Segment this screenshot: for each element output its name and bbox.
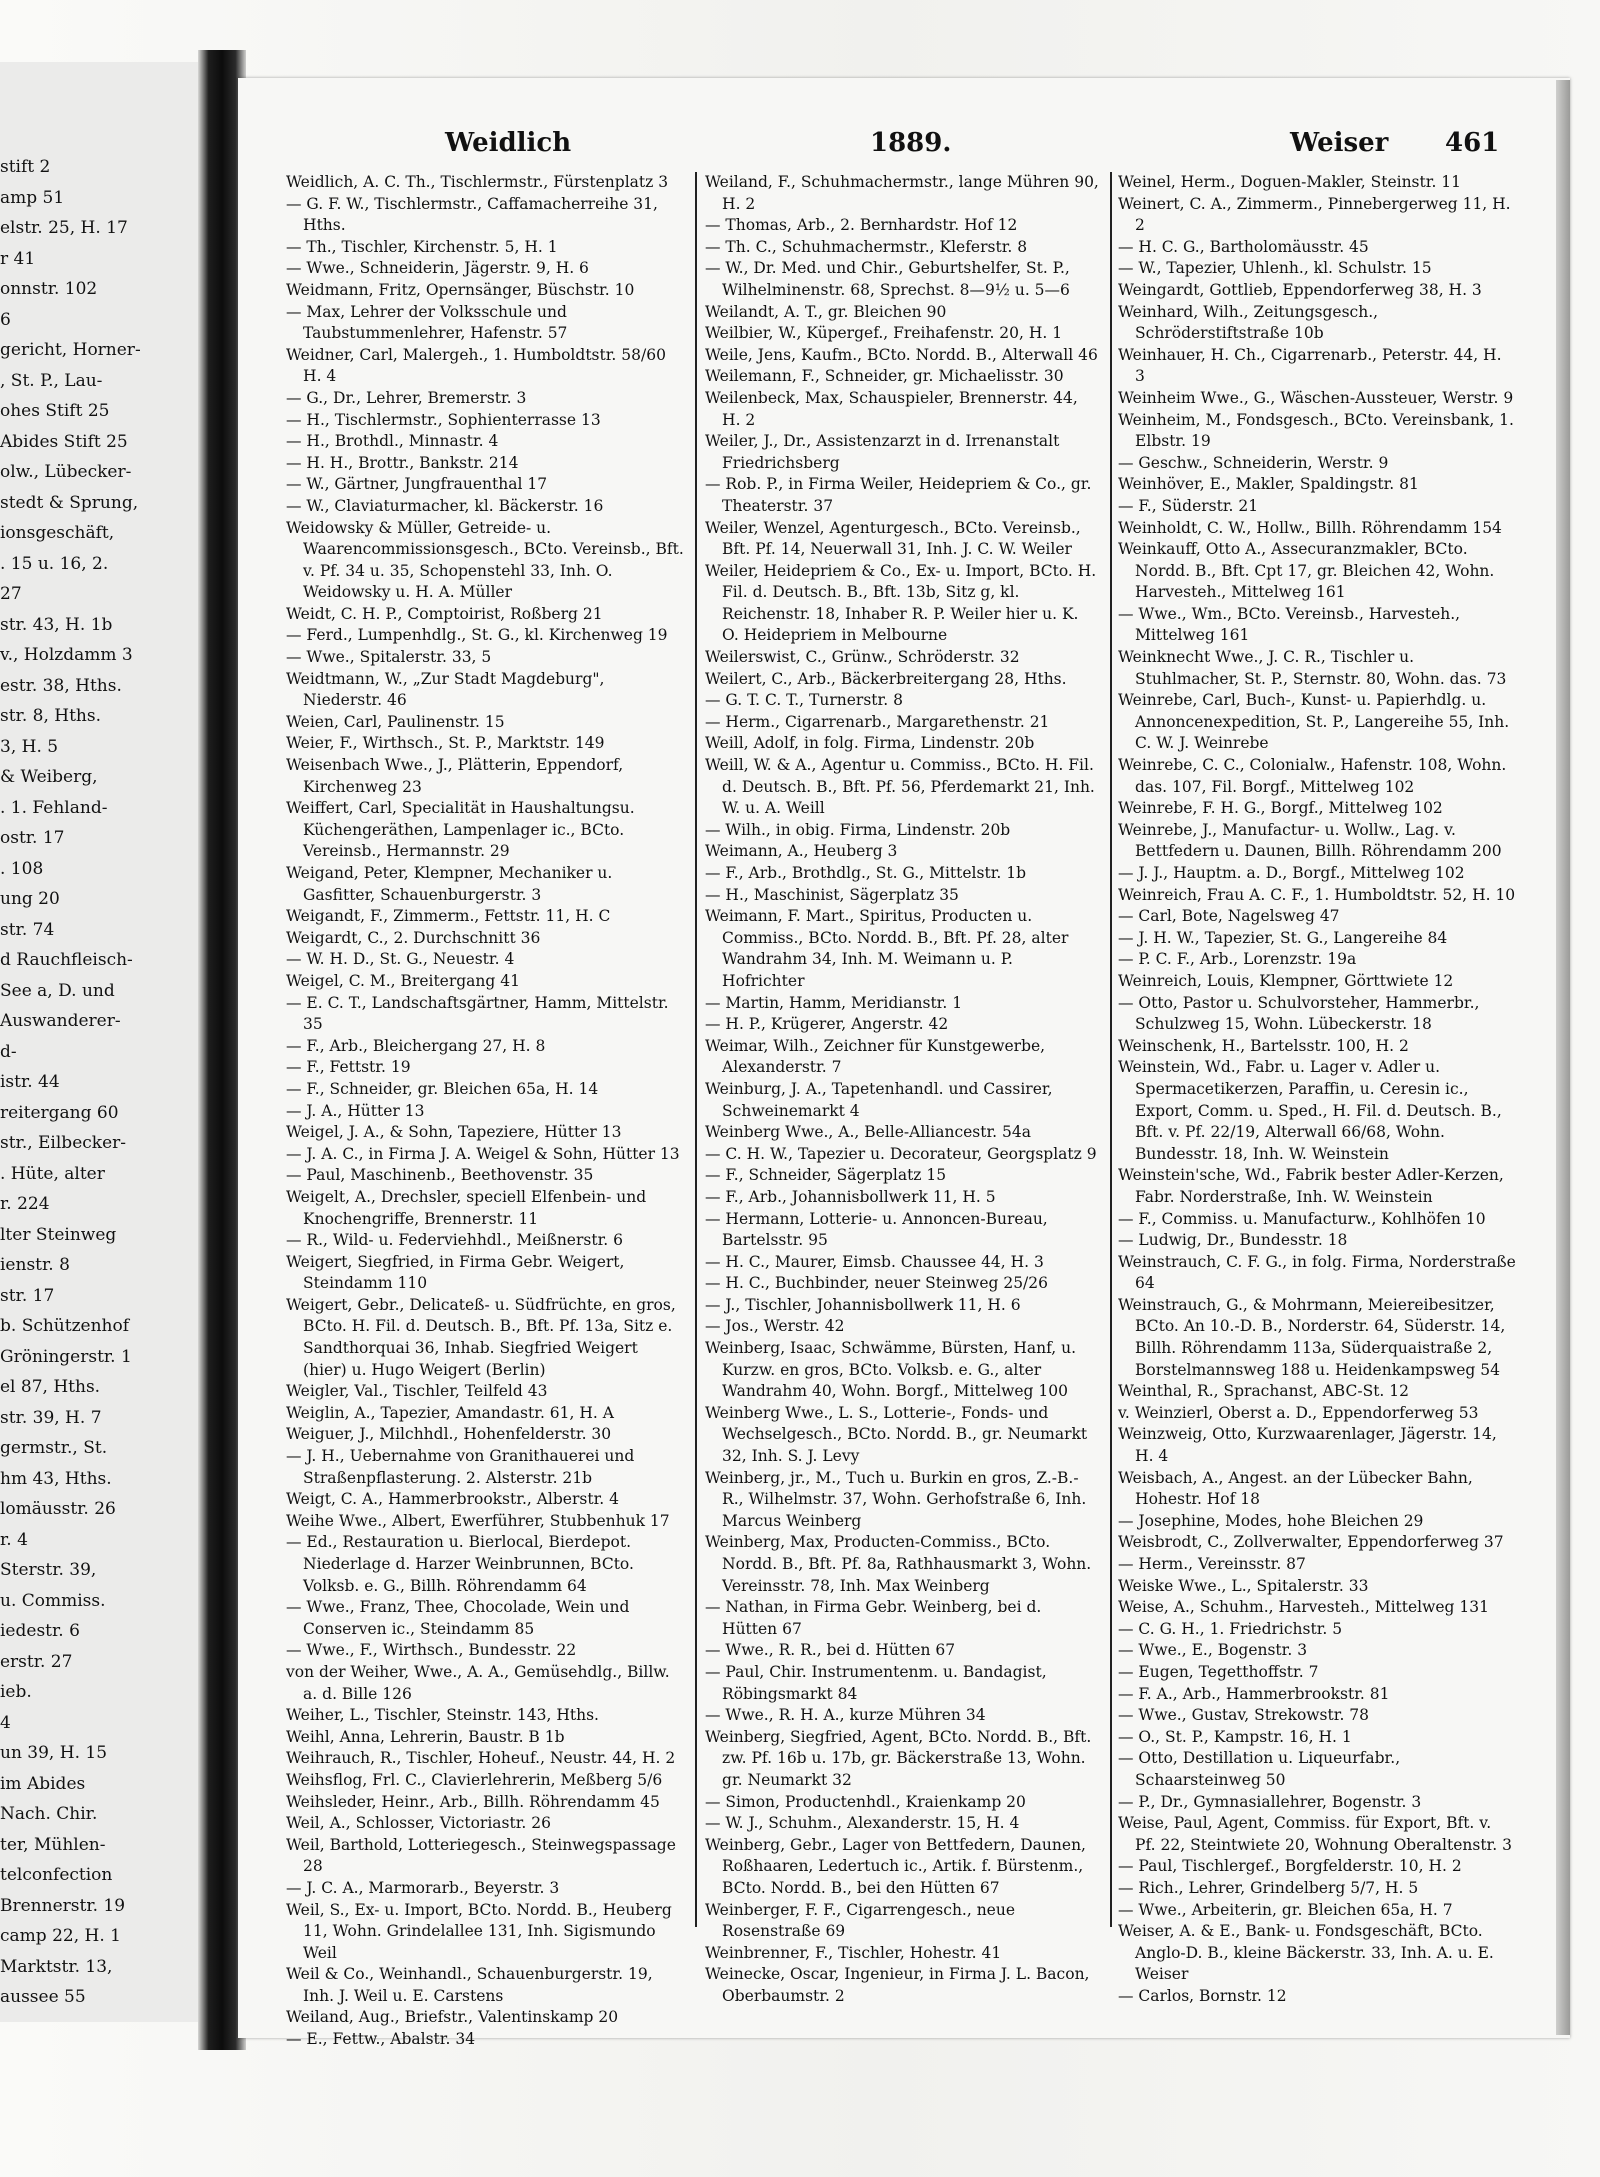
directory-entry: — W., Tapezier, Uhlenh., kl. Schulstr. 15 bbox=[1118, 259, 1432, 278]
header-left-word: Weidlich bbox=[445, 128, 572, 158]
directory-entry: — Thomas, Arb., 2. Bernhardstr. Hof 12 bbox=[705, 216, 1018, 235]
directory-entry: — Rich., Lehrer, Grindelberg 5/7, H. 5 bbox=[1118, 1878, 1419, 1897]
directory-entry: — J. J., Hauptm. a. D., Borgf., Mittelweg 102 bbox=[1118, 864, 1465, 882]
directory-entry: Weigler, Val., Tischler, Teilfeld 43 bbox=[286, 1382, 548, 1401]
directory-entry: Weinburg, J. A., Tapetenhandl. und Cassirer, Schweinemarkt 4 bbox=[705, 1079, 1053, 1120]
left-page-line: r. 4 bbox=[0, 1529, 28, 1550]
directory-entry: Weidlich, A. C. Th., Tischlermstr., Fürstenplatz 3 bbox=[286, 173, 669, 191]
directory-entry: Weilandt, A. T., gr. Bleichen 90 bbox=[705, 302, 947, 321]
left-page-line: . 108 bbox=[0, 858, 44, 879]
directory-entry: Weiler, Heidepriem & Co., Ex- u. Import, BCto. H. Fil. d. Deutsch. B., Bft. 13b, Sitz g, kl. Reichenstr. 18, Inhaber R. P. Weiler hier u. K. O. Heidepriem in Melbourne bbox=[705, 561, 1097, 645]
left-page-line: ieb. bbox=[0, 1682, 32, 1702]
directory-entry: Weisbach, A., Angest. an der Lübecker Bahn, Hohestr. Hof 18 bbox=[1118, 1468, 1473, 1509]
directory-entry: Weinrebe, C. C., Colonialw., Hafenstr. 108, Wohn. das. 107, Fil. Borgf., Mittelweg 102 bbox=[1118, 756, 1507, 796]
directory-entry: Weiler, Wenzel, Agenturgesch., BCto. Vereinsb., Bft. Pf. 14, Neuerwall 31, Inh. J. C. W. Weiler bbox=[705, 518, 1081, 559]
directory-entry: — Max, Lehrer der Volksschule und Taubstummenlehrer, Hafenstr. 57 bbox=[286, 302, 568, 343]
directory-entry: Weisbrodt, C., Zollverwalter, Eppendorferweg 37 bbox=[1118, 1533, 1504, 1552]
directory-entry: Weidt, C. H. P., Comptoirist, Roßberg 21 bbox=[286, 604, 603, 623]
directory-entry: — R., Wild- u. Federviehhdl., Meißnerstr. 6 bbox=[286, 1231, 623, 1250]
directory-entry: — Paul, Chir. Instrumentenm. u. Bandagist, Röbingsmarkt 84 bbox=[705, 1662, 1047, 1703]
directory-entry: Weilert, C., Arb., Bäckerbreitergang 28, Hths. bbox=[705, 669, 1067, 688]
directory-entry: — P., Dr., Gymnasiallehrer, Bogenstr. 3 bbox=[1118, 1792, 1422, 1811]
directory-entry: — J. H. W., Tapezier, St. G., Langereihe 84 bbox=[1118, 928, 1448, 947]
left-page-line: elstr. 25, H. 17 bbox=[0, 218, 128, 238]
left-page-lines bbox=[0, 152, 200, 2013]
directory-entry: — H. C., Maurer, Eimsb. Chaussee 44, H. 3 bbox=[705, 1252, 1044, 1271]
directory-entry: Weimar, Wilh., Zeichner für Kunstgewerbe, Alexanderstr. 7 bbox=[705, 1036, 1046, 1077]
directory-entry: Weiler, J., Dr., Assistenzarzt in d. Irrenanstalt Friedrichsberg bbox=[705, 432, 1060, 472]
directory-entry: Weidowsky & Müller, Getreide- u. Waarencommissionsgesch., BCto. Vereinsb., Bft. v. Pf. 34 u. 35, Schopenstehl 33, Inh. O. Weidowsky u. H. A. Müller bbox=[286, 518, 684, 602]
directory-column-2 bbox=[705, 172, 1100, 2005]
directory-entry: — F., Schneider, Sägerplatz 15 bbox=[705, 1166, 947, 1185]
left-page-line: 4 bbox=[0, 1712, 11, 1733]
directory-entry: — G. T. C. T., Turnerstr. 8 bbox=[705, 691, 903, 710]
directory-entry: Weisenbach Wwe., J., Plätterin, Eppendorf, Kirchenweg 23 bbox=[286, 756, 624, 796]
directory-entry: Weil, S., Ex- u. Import, BCto. Nordd. B., Heuberg 11, Wohn. Grindelallee 131, Inh. Sigismundo Weil bbox=[286, 1900, 672, 1962]
directory-entry: — J. A. C., in Firma J. A. Weigel & Sohn, Hütter 13 bbox=[286, 1144, 680, 1163]
directory-entry: — Wwe., F., Wirthsch., Bundesstr. 22 bbox=[286, 1641, 577, 1660]
directory-entry: — Paul, Maschinenb., Beethovenstr. 35 bbox=[286, 1166, 594, 1185]
left-page-line: estr. 38, Hths. bbox=[0, 675, 122, 696]
left-page-line: u. Commiss. bbox=[0, 1590, 106, 1611]
directory-entry: — W., Dr. Med. und Chir., Geburtshelfer, St. P., Wilhelminenstr. 68, Sprechst. 8—9½ u. 5—6 bbox=[705, 259, 1070, 299]
directory-entry: Weidner, Carl, Malergeh., 1. Humboldtstr. 58/60 H. 4 bbox=[286, 345, 666, 386]
directory-entry: — F., Arb., Bleichergang 27, H. 8 bbox=[286, 1036, 546, 1055]
left-page-line: str. 43, H. 1b bbox=[0, 614, 113, 635]
header-year: 1889. bbox=[870, 128, 952, 158]
directory-entry: Weinhard, Wilh., Zeitungsgesch., Schröderstiftstraße 10b bbox=[1118, 302, 1379, 343]
directory-column-1 bbox=[286, 172, 686, 2049]
directory-entry: Weigardt, C., 2. Durchschnitt 36 bbox=[286, 928, 541, 947]
directory-entry: — Rob. P., in Firma Weiler, Heidepriem & Co., gr. Theaterstr. 37 bbox=[705, 475, 1092, 515]
directory-entry: Weinrebe, Carl, Buch-, Kunst- u. Papierhdlg. u. Annoncenexpedition, St. P., Langereihe 55, Inh. C. W. J. Weinrebe bbox=[1118, 691, 1510, 753]
left-page-line: v., Holzdamm 3 bbox=[0, 645, 133, 665]
directory-entry: — Ferd., Lumpenhdlg., St. G., kl. Kirchenweg 19 bbox=[286, 626, 668, 645]
left-page-line: str. 8, Hths. bbox=[0, 706, 101, 726]
directory-entry: Weinschenk, H., Bartelsstr. 100, H. 2 bbox=[1118, 1036, 1409, 1055]
left-page-line: 3, H. 5 bbox=[0, 736, 59, 757]
left-page-line: ter, Mühlen- bbox=[0, 1834, 106, 1855]
directory-entry: — F., Commiss. u. Manufacturw., Kohlhöfen 10 bbox=[1118, 1209, 1486, 1228]
directory-entry: Weigel, J. A., & Sohn, Tapeziere, Hütter 13 bbox=[286, 1123, 622, 1142]
left-page-line: 6 bbox=[0, 309, 11, 330]
left-page-line: iedestr. 6 bbox=[0, 1621, 80, 1641]
directory-entry: Weinel, Herm., Doguen-Makler, Steinstr. 11 bbox=[1118, 173, 1462, 191]
directory-entry: Weinbrenner, F., Tischler, Hohestr. 41 bbox=[705, 1943, 1002, 1962]
directory-entry: Weinert, C. A., Zimmerm., Pinnebergerweg 11, H. 2 bbox=[1118, 194, 1511, 235]
left-page-line: im Abides bbox=[0, 1773, 86, 1794]
directory-entry: — J., Tischler, Johannisbollwerk 11, H. 6 bbox=[705, 1295, 1021, 1314]
directory-entry: Weil, A., Schlosser, Victoriastr. 26 bbox=[286, 1814, 551, 1833]
directory-entry: Weinberg, Siegfried, Agent, BCto. Nordd. B., Bft. zw. Pf. 16b u. 17b, gr. Bäckerstraße 13, Wohn. gr. Neumarkt 32 bbox=[705, 1727, 1092, 1789]
left-page-line: erstr. 27 bbox=[0, 1651, 73, 1672]
directory-entry: Weilenbeck, Max, Schauspieler, Brennerstr. 44, H. 2 bbox=[705, 388, 1078, 429]
directory-entry: Weiglin, A., Tapezier, Amandastr. 61, H. A bbox=[286, 1403, 614, 1422]
left-page-line: stift 2 bbox=[0, 157, 51, 177]
directory-entry: Weinreich, Louis, Klempner, Görttwiete 12 bbox=[1118, 971, 1454, 990]
directory-entry: Weilerswist, C., Grünw., Schröderstr. 32 bbox=[705, 648, 1020, 667]
directory-entry: Weinberg Wwe., L. S., Lotterie-, Fonds- und Wechselgesch., BCto. Nordd. B., gr. Neumarkt 32, Inh. S. J. Levy bbox=[705, 1403, 1088, 1466]
left-page-line: amp 51 bbox=[0, 187, 65, 208]
directory-entry: — Eugen, Tegetthoffstr. 7 bbox=[1118, 1662, 1319, 1681]
left-page-line: lomäusstr. 26 bbox=[0, 1499, 116, 1519]
left-page-line: ung 20 bbox=[0, 889, 60, 909]
left-page-line: germstr., St. bbox=[0, 1438, 108, 1458]
left-page-line: camp 22, H. 1 bbox=[0, 1926, 121, 1946]
directory-entry: — Wwe., Franz, Thee, Chocolade, Wein und Conserven ic., Steindamm 85 bbox=[286, 1598, 630, 1638]
directory-entry: Weigert, Siegfried, in Firma Gebr. Weigert, Steindamm 110 bbox=[286, 1252, 625, 1293]
left-page-line: onnstr. 102 bbox=[0, 279, 98, 299]
directory-entry: — F. A., Arb., Hammerbrookstr. 81 bbox=[1118, 1684, 1390, 1703]
directory-entry: Weil & Co., Weinhandl., Schauenburgerstr. 19, Inh. J. Weil u. E. Carstens bbox=[286, 1965, 653, 2005]
directory-entry: — Josephine, Modes, hohe Bleichen 29 bbox=[1118, 1511, 1424, 1530]
left-page-line: el 87, Hths. bbox=[0, 1377, 101, 1397]
left-page-line: Abides Stift 25 bbox=[0, 431, 128, 452]
directory-entry: — E., Fettw., Abalstr. 34 bbox=[286, 2030, 476, 2049]
left-page-line: reitergang 60 bbox=[0, 1102, 119, 1123]
directory-entry: Weigert, Gebr., Delicateß- u. Südfrüchte, en gros, BCto. H. Fil. d. Deutsch. B., Bft. Pf. 13a, Sitz e. Sandthorquai 36, Inhab. Siegfried Weigert (hier) u. Hugo Weigert (Berlin) bbox=[286, 1295, 676, 1379]
directory-entry: Weil, Barthold, Lotteriegesch., Steinwegspassage 28 bbox=[286, 1835, 676, 1876]
directory-entry: Weilemann, F., Schneider, gr. Michaelisstr. 30 bbox=[705, 367, 1064, 386]
directory-entry: — Jos., Werstr. 42 bbox=[705, 1317, 845, 1336]
left-page-line: olw., Lübecker- bbox=[0, 462, 132, 482]
directory-entry: Weinrebe, F. H. G., Borgf., Mittelweg 102 bbox=[1118, 799, 1443, 818]
directory-entry: Weinreich, Frau A. C. F., 1. Humboldtstr. 52, H. 10 bbox=[1118, 885, 1516, 904]
left-page-line: b. Schützenhof bbox=[0, 1316, 130, 1336]
directory-entry: Weigelt, A., Drechsler, speciell Elfenbein- und Knochengriffe, Brennerstr. 11 bbox=[286, 1187, 647, 1228]
directory-entry: — Ed., Restauration u. Bierlocal, Bierdepot. Niederlage d. Harzer Weinbrunnen, BCto. Volksb. e. G., Billh. Röhrendamm 64 bbox=[286, 1533, 634, 1595]
directory-entry: Weinheim Wwe., G., Wäschen-Aussteuer, Werstr. 9 bbox=[1118, 388, 1514, 407]
directory-entry: — F., Arb., Johannisbollwerk 11, H. 5 bbox=[705, 1187, 996, 1206]
directory-entry: — J. A., Hütter 13 bbox=[286, 1101, 425, 1120]
directory-entry: Weill, Adolf, in folg. Firma, Lindenstr. 20b bbox=[705, 734, 1035, 753]
directory-entry: — C. H. W., Tapezier u. Decorateur, Georgsplatz 9 bbox=[705, 1144, 1097, 1163]
directory-entry: Weidmann, Fritz, Opernsänger, Büschstr. 10 bbox=[286, 280, 635, 299]
directory-entry: Weise, Paul, Agent, Commiss. für Export, Bft. v. Pf. 22, Steintwiete 20, Wohnung Oberaltenstr. 3 bbox=[1118, 1814, 1512, 1854]
directory-entry: — Geschw., Schneiderin, Werstr. 9 bbox=[1118, 453, 1389, 472]
directory-entry: Weimann, F. Mart., Spiritus, Producten u. Commiss., BCto. Nordd. B., Bft. Pf. 28, alter Wandrahm 34, Inh. M. Weimann u. P. Hofrichter bbox=[705, 907, 1069, 990]
left-page-line: , St. P., Lau- bbox=[0, 370, 103, 391]
directory-entry: — Wwe., Arbeiterin, gr. Bleichen 65a, H. 7 bbox=[1118, 1900, 1453, 1919]
left-page-line: istr. 44 bbox=[0, 1072, 60, 1092]
directory-entry: Weingardt, Gottlieb, Eppendorferweg 38, H. 3 bbox=[1118, 280, 1482, 299]
directory-entry: Weihe Wwe., Albert, Ewerführer, Stubbenhuk 17 bbox=[286, 1511, 670, 1530]
left-page-line: Sterstr. 39, bbox=[0, 1560, 97, 1580]
directory-entry: von der Weiher, Wwe., A. A., Gemüsehdlg., Billw. a. d. Bille 126 bbox=[286, 1662, 670, 1703]
directory-entry: Weinberger, F. F., Cigarrengesch., neue Rosenstraße 69 bbox=[705, 1900, 1016, 1941]
directory-entry: Weinstein'sche, Wd., Fabrik bester Adler-Kerzen, Fabr. Norderstraße, Inh. W. Weinstein bbox=[1118, 1166, 1504, 1206]
directory-entry: — Carlos, Bornstr. 12 bbox=[1118, 1986, 1287, 2005]
directory-entry: Weigand, Peter, Klempner, Mechaniker u. Gasfitter, Schauenburgerstr. 3 bbox=[286, 864, 613, 904]
directory-entry: Weinrebe, J., Manufactur- u. Wollw., Lag. v. Bettfedern u. Daunen, Billh. Röhrendamm 200 bbox=[1118, 820, 1502, 861]
directory-entry: — Otto, Destillation u. Liqueurfabr., Schaarsteinweg 50 bbox=[1118, 1749, 1401, 1789]
directory-entry: Weiland, F., Schuhmachermstr., lange Mühren 90, H. 2 bbox=[705, 173, 1099, 213]
left-page-line: & Weiberg, bbox=[0, 767, 98, 787]
directory-entry: Weinzweig, Otto, Kurzwaarenlager, Jägerstr. 14, H. 4 bbox=[1118, 1425, 1497, 1466]
directory-entry: Weiher, L., Tischler, Steinstr. 143, Hths. bbox=[286, 1706, 599, 1725]
left-page-line: See a, D. und bbox=[0, 980, 115, 1001]
left-page-line: gericht, Horner- bbox=[0, 340, 141, 360]
left-page-line: r 41 bbox=[0, 248, 36, 269]
directory-entry: Weilbier, W., Küpergef., Freihafenstr. 20, H. 1 bbox=[705, 324, 1063, 343]
left-page-line: . 15 u. 16, 2. bbox=[0, 553, 109, 574]
directory-entry: — Nathan, in Firma Gebr. Weinberg, bei d. Hütten 67 bbox=[705, 1598, 1042, 1638]
directory-entry: Weiske Wwe., L., Spitalerstr. 33 bbox=[1118, 1576, 1369, 1595]
column-divider bbox=[695, 172, 697, 1927]
directory-entry: — H., Tischlermstr., Sophienterrasse 13 bbox=[286, 410, 601, 429]
directory-entry: Weien, Carl, Paulinenstr. 15 bbox=[286, 712, 505, 731]
left-page-line: str., Eilbecker- bbox=[0, 1133, 127, 1153]
directory-entry: — J. H., Uebernahme von Granithauerei und Straßenpflasterung. 2. Alsterstr. 21b bbox=[286, 1447, 635, 1487]
left-page-line: d Rauchfleisch- bbox=[0, 950, 133, 970]
directory-entry: — W., Claviaturmacher, kl. Bäckerstr. 16 bbox=[286, 496, 604, 515]
directory-entry: — Wwe., E., Bogenstr. 3 bbox=[1118, 1641, 1308, 1660]
directory-entry: — O., St. P., Kampstr. 16, H. 1 bbox=[1118, 1727, 1352, 1746]
directory-entry: Weinhöver, E., Makler, Spaldingstr. 81 bbox=[1118, 475, 1419, 494]
directory-entry: — G. F. W., Tischlermstr., Caffamacherreihe 31, Hths. bbox=[286, 194, 658, 235]
directory-entry: Weiffert, Carl, Specialität in Haushaltungsu. Küchengeräthen, Lampenlager ic., BCto. Vereinsb., Hermannstr. 29 bbox=[286, 799, 635, 861]
directory-entry: Weidtmann, W., „Zur Stadt Magdeburg", Niederstr. 46 bbox=[286, 669, 605, 710]
directory-entry: — W., Gärtner, Jungfrauenthal 17 bbox=[286, 475, 548, 494]
column-divider bbox=[1110, 172, 1112, 1927]
directory-entry: Weinholdt, C. W., Hollw., Billh. Röhrendamm 154 bbox=[1118, 518, 1502, 537]
directory-entry: Weiland, Aug., Briefstr., Valentinskamp 20 bbox=[286, 2008, 619, 2027]
left-page-line: ostr. 17 bbox=[0, 828, 65, 848]
left-page-line: lter Steinweg bbox=[0, 1224, 117, 1245]
directory-entry: — Wwe., Wm., BCto. Vereinsb., Harvesteh., Mittelweg 161 bbox=[1118, 604, 1461, 645]
directory-entry: v. Weinzierl, Oberst a. D., Eppendorferweg 53 bbox=[1118, 1403, 1479, 1422]
directory-entry: — Wwe., Schneiderin, Jägerstr. 9, H. 6 bbox=[286, 259, 589, 278]
header-right-word: Weiser bbox=[1290, 128, 1389, 158]
directory-entry: Weinhauer, H. Ch., Cigarrenarb., Peterstr. 44, H. 3 bbox=[1118, 345, 1502, 386]
directory-entry: Weinstein, Wd., Fabr. u. Lager v. Adler u. Spermacetikerzen, Paraffin, u. Ceresin ic., Export, Comm. u. Sped., H. Fil. d. Deutsch. B., Bft. v. Pf. 22/19, Alterwall 66/68, Wohn. Bundesstr. 18, Inh. W. Weinstein bbox=[1118, 1058, 1502, 1163]
directory-entry: — Wwe., Gustav, Strekowstr. 78 bbox=[1118, 1706, 1370, 1725]
left-page-line: Auswanderer- bbox=[0, 1011, 121, 1031]
page-header bbox=[280, 128, 1520, 170]
directory-entry: — Wilh., in obig. Firma, Lindenstr. 20b bbox=[705, 820, 1011, 839]
left-page-line: . Hüte, alter bbox=[0, 1163, 105, 1184]
directory-entry: — Otto, Pastor u. Schulvorsteher, Hammerbr., Schulzweg 15, Wohn. Lübeckerstr. 18 bbox=[1118, 993, 1480, 1034]
page-edge bbox=[1556, 80, 1570, 2035]
directory-entry: — F., Arb., Brothdlg., St. G., Mittelstr. 1b bbox=[705, 864, 1027, 882]
directory-entry: — Wwe., R. H. A., kurze Mühren 34 bbox=[705, 1706, 986, 1725]
directory-entry: Weigel, C. M., Breitergang 41 bbox=[286, 971, 520, 990]
directory-entry: — C. G. H., 1. Friedrichstr. 5 bbox=[1118, 1619, 1343, 1638]
directory-entry: — W. J., Schuhm., Alexanderstr. 15, H. 4 bbox=[705, 1814, 1020, 1833]
left-page-line: telconfection bbox=[0, 1865, 113, 1885]
left-page-line: r. 224 bbox=[0, 1194, 50, 1214]
directory-entry: — F., Fettstr. 19 bbox=[286, 1058, 411, 1077]
directory-entry: — Simon, Productenhdl., Kraienkamp 20 bbox=[705, 1792, 1026, 1811]
directory-entry: Weise, A., Schuhm., Harvesteh., Mittelweg 131 bbox=[1118, 1598, 1489, 1617]
directory-entry: — Herm., Cigarrenarb., Margarethenstr. 21 bbox=[705, 712, 1050, 731]
directory-entry: — Th., Tischler, Kirchenstr. 5, H. 1 bbox=[286, 237, 558, 256]
directory-entry: Weigt, C. A., Hammerbrookstr., Alberstr. 4 bbox=[286, 1490, 619, 1509]
directory-entry: — H. C., Buchbinder, neuer Steinweg 25/26 bbox=[705, 1274, 1049, 1293]
directory-entry: — H., Maschinist, Sägerplatz 35 bbox=[705, 885, 959, 904]
left-page-line: stedt & Sprung, bbox=[0, 492, 139, 513]
directory-entry: — Wwe., R. R., bei d. Hütten 67 bbox=[705, 1641, 956, 1660]
directory-entry: Weinkauff, Otto A., Assecuranzmakler, BCto. Nordd. B., Bft. Cpt 17, gr. Bleichen 42, Wohn. Harvesteh., Mittelweg 161 bbox=[1118, 540, 1495, 602]
directory-entry: — E. C. T., Landschaftsgärtner, Hamm, Mittelstr. 35 bbox=[286, 993, 669, 1034]
directory-column-3 bbox=[1118, 172, 1516, 2005]
left-page-line: str. 74 bbox=[0, 919, 55, 940]
left-page-line: Gröningerstr. 1 bbox=[0, 1346, 132, 1367]
directory-entry: Weinthal, R., Sprachanst, ABC-St. 12 bbox=[1118, 1382, 1410, 1401]
left-page-line: 27 bbox=[0, 584, 22, 604]
left-page-line: d- bbox=[0, 1041, 17, 1062]
directory-entry: — Paul, Tischlergef., Borgfelderstr. 10, H. 2 bbox=[1118, 1857, 1462, 1876]
directory-entry: — Hermann, Lotterie- u. Annoncen-Bureau, Bartelsstr. 95 bbox=[705, 1209, 1048, 1250]
directory-entry: Weinberg, Gebr., Lager von Bettfedern, Daunen, Roßhaaren, Ledertuch ic., Artik. f. Bürstenm., BCto. Nordd. B., bei den Hütten 67 bbox=[705, 1835, 1086, 1897]
left-page-line: ionsgeschäft, bbox=[0, 523, 115, 543]
directory-entry: — G., Dr., Lehrer, Bremerstr. 3 bbox=[286, 388, 527, 407]
directory-entry: — H., Brothdl., Minnastr. 4 bbox=[286, 432, 499, 451]
directory-entry: — H. H., Brottr., Bankstr. 214 bbox=[286, 453, 519, 472]
directory-entry: Weihsflog, Frl. C., Clavierlehrerin, Meßberg 5/6 bbox=[286, 1770, 663, 1789]
left-page-line: un 39, H. 15 bbox=[0, 1743, 108, 1763]
directory-entry: — H. C. G., Bartholomäusstr. 45 bbox=[1118, 237, 1369, 256]
directory-entry: Weimann, A., Heuberg 3 bbox=[705, 842, 898, 861]
directory-entry: Weiser, A. & E., Bank- u. Fondsgeschäft, BCto. Anglo-D. B., kleine Bäckerstr. 33, Inh. A. u. E. Weiser bbox=[1118, 1922, 1494, 1984]
directory-entry: Weigandt, F., Zimmerm., Fettstr. 11, H. C bbox=[286, 907, 611, 926]
directory-entry: — F., Süderstr. 21 bbox=[1118, 496, 1259, 515]
left-page-line: str. 17 bbox=[0, 1285, 55, 1306]
directory-entry: — F., Schneider, gr. Bleichen 65a, H. 14 bbox=[286, 1079, 599, 1098]
directory-entry: Weinberg, Max, Producten-Commiss., BCto. Nordd. B., Bft. Pf. 8a, Rathhausmarkt 3, Wohn. Vereinsstr. 78, Inh. Max Weinberg bbox=[705, 1533, 1092, 1595]
directory-entry: Weile, Jens, Kaufm., BCto. Nordd. B., Alterwall 46 bbox=[705, 345, 1098, 364]
left-page-line: ohes Stift 25 bbox=[0, 401, 110, 421]
directory-entry: — W. H. D., St. G., Neuestr. 4 bbox=[286, 950, 515, 969]
left-page-line: Brennerstr. 19 bbox=[0, 1895, 126, 1916]
left-page-line: ienstr. 8 bbox=[0, 1255, 70, 1275]
directory-entry: Weinstrauch, G., & Mohrmann, Meiereibesitzer, BCto. An 10.-D. B., Norderstr. 64, Süderstr. 14, Billh. Röhrendamm 113a, Süderquaistraße 2, Borstelmannsweg 188 u. Heidenkampsweg 54 bbox=[1118, 1295, 1506, 1379]
directory-entry: — P. C. F., Arb., Lorenzstr. 19a bbox=[1118, 950, 1357, 969]
directory-entry: Weihl, Anna, Lehrerin, Baustr. B 1b bbox=[286, 1727, 565, 1746]
left-page-line: Nach. Chir. bbox=[0, 1804, 98, 1824]
page-number: 461 bbox=[1445, 128, 1500, 158]
left-page-line: Marktstr. 13, bbox=[0, 1956, 113, 1977]
directory-entry: Weiguer, J., Milchhdl., Hohenfelderstr. 30 bbox=[286, 1425, 612, 1444]
left-page-line: aussee 55 bbox=[0, 1987, 86, 2007]
directory-entry: Weier, F., Wirthsch., St. P., Marktstr. 149 bbox=[286, 734, 605, 753]
directory-entry: Weihsleder, Heinr., Arb., Billh. Röhrendamm 45 bbox=[286, 1792, 660, 1811]
directory-entry: Weinstrauch, C. F. G., in folg. Firma, Norderstraße 64 bbox=[1118, 1252, 1516, 1293]
left-page-line: . 1. Fehland- bbox=[0, 797, 108, 818]
directory-entry: Weinknecht Wwe., J. C. R., Tischler u. Stuhlmacher, St. P., Sternstr. 80, Wohn. das. 73 bbox=[1118, 648, 1507, 688]
directory-entry: — H. P., Krügerer, Angerstr. 42 bbox=[705, 1015, 949, 1034]
directory-entry: — Wwe., Spitalerstr. 33, 5 bbox=[286, 648, 492, 667]
directory-entry: — Carl, Bote, Nagelsweg 47 bbox=[1118, 907, 1340, 926]
directory-entry: Weinberg Wwe., A., Belle-Alliancestr. 54a bbox=[705, 1123, 1031, 1142]
directory-entry: — J. C. A., Marmorarb., Beyerstr. 3 bbox=[286, 1878, 560, 1897]
directory-entry: Weill, W. & A., Agentur u. Commiss., BCto. H. Fil. d. Deutsch. B., Bft. Pf. 56, Pferdemarkt 21, Inh. W. u. A. Weill bbox=[705, 756, 1095, 818]
directory-entry: Weinberg, Isaac, Schwämme, Bürsten, Hanf, u. Kurzw. en gros, BCto. Volksb. e. G., alter Wandrahm 40, Wohn. Borgf., Mittelweg 100 bbox=[705, 1339, 1077, 1401]
directory-entry: — Ludwig, Dr., Bundesstr. 18 bbox=[1118, 1231, 1348, 1250]
left-page-fragment bbox=[0, 62, 205, 2022]
directory-entry: Weihrauch, R., Tischler, Hoheuf., Neustr. 44, H. 2 bbox=[286, 1749, 676, 1768]
left-page-line: str. 39, H. 7 bbox=[0, 1407, 102, 1428]
left-page-line: hm 43, Hths. bbox=[0, 1468, 112, 1489]
directory-entry: — Herm., Vereinsstr. 87 bbox=[1118, 1555, 1306, 1573]
directory-entry: Weinecke, Oscar, Ingenieur, in Firma J. L. Bacon, Oberbaumstr. 2 bbox=[705, 1965, 1090, 2005]
directory-entry: Weinberg, jr., M., Tuch u. Burkin en gros, Z.-B.-R., Wilhelmstr. 37, Wohn. Gerhofstraße 6, Inh. Marcus Weinberg bbox=[705, 1468, 1087, 1530]
directory-entry: Weinheim, M., Fondsgesch., BCto. Vereinsbank, 1. Elbstr. 19 bbox=[1118, 410, 1514, 451]
directory-entry: — Martin, Hamm, Meridianstr. 1 bbox=[705, 993, 963, 1012]
directory-entry: — Th. C., Schuhmachermstr., Kleferstr. 8 bbox=[705, 237, 1028, 256]
